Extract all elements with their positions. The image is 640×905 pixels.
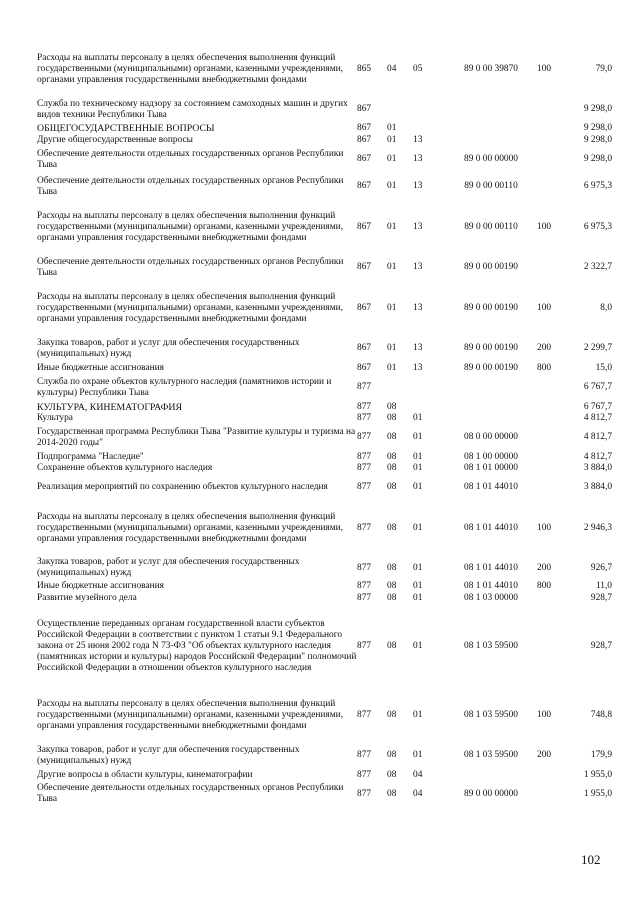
- cell-gr: 877: [357, 709, 372, 720]
- cell-cs: [445, 413, 537, 424]
- cell-vr: [537, 769, 573, 781]
- cell-cs: 89 0 00 00110: [464, 221, 518, 232]
- cell-rz: [387, 374, 413, 401]
- cell-rz: 08: [387, 769, 397, 780]
- cell-vr: [537, 474, 573, 500]
- cell-gr: 877: [357, 522, 372, 533]
- cell-rz: 01: [387, 123, 397, 133]
- cell-pr: 01: [413, 463, 423, 473]
- cell-name: Расходы на выплаты персоналу в целях обеспечения выполнения функций государственными (муниципальными) органами, казенными учреждениями, органами управления государственными внебюджетными фондами: [37, 511, 344, 544]
- cell-sum: 9 298,0: [583, 104, 612, 114]
- cell-sum: 4 812,7: [583, 451, 612, 462]
- cell-cs: 08 1 03 59500: [464, 709, 518, 720]
- cell-rz: 01: [387, 221, 397, 232]
- table-row: [37, 123, 612, 134]
- budget-table-body: [37, 42, 612, 807]
- cell-vr: 200: [537, 562, 552, 573]
- cell-name: Обеспечение деятельности отдельных государственных органов Республики Тыва: [37, 256, 344, 278]
- cell-gr: 867: [357, 302, 372, 313]
- cell-gr: 867: [357, 262, 372, 272]
- cell-gr: 877: [357, 481, 372, 492]
- cell-pr: 01: [413, 413, 423, 423]
- cell-vr: 200: [537, 343, 552, 353]
- table-row: [37, 362, 612, 374]
- cell-vr: 100: [537, 522, 552, 533]
- cell-name: Закупка товаров, работ и услуг для обеспечения государственных (муниципальных) нужд: [37, 744, 300, 766]
- cell-cs: [445, 123, 537, 134]
- table-row: [37, 592, 612, 604]
- table-row: [37, 604, 612, 688]
- cell-cs: 89 0 00 00190: [464, 262, 518, 272]
- cell-name: Другие общегосударственные вопросы: [37, 134, 193, 145]
- cell-rz: 08: [387, 432, 397, 442]
- cell-gr: 877: [357, 580, 372, 591]
- cell-sum: 3 884,0: [583, 463, 612, 473]
- cell-sum: 4 812,7: [583, 413, 612, 423]
- cell-rz: 08: [387, 592, 397, 603]
- cell-name: КУЛЬТУРА, КИНЕМАТОГРАФИЯ: [37, 401, 182, 413]
- cell-sum: 926,7: [590, 562, 612, 573]
- cell-rz: 08: [387, 401, 397, 412]
- table-row: [37, 742, 612, 769]
- cell-cs: 89 0 00 00190: [464, 362, 518, 373]
- cell-rz: 08: [387, 451, 397, 462]
- cell-vr: [537, 254, 573, 281]
- cell-sum: 1 955,0: [583, 788, 612, 799]
- cell-vr: [537, 413, 573, 424]
- cell-rz: 08: [387, 463, 397, 473]
- cell-cs: 89 0 00 00000: [464, 788, 518, 799]
- cell-name: Расходы на выплаты персоналу в целях обеспечения выполнения функций государственными (муниципальными) органами, казенными учреждениями, органами управления государственными внебюджетными фондами: [37, 210, 344, 243]
- cell-cs: 08 1 01 44010: [464, 580, 518, 591]
- cell-pr: 13: [413, 181, 423, 191]
- cell-gr: 877: [357, 640, 372, 651]
- cell-name: Культура: [37, 413, 73, 423]
- cell-cs: 89 0 00 00190: [464, 302, 518, 313]
- cell-cs: 08 1 01 44010: [464, 481, 518, 492]
- cell-vr: [537, 173, 573, 200]
- cell-rz: 01: [387, 343, 397, 353]
- cell-gr: 877: [357, 463, 372, 473]
- cell-name: Сохранение объектов культурного наследия: [37, 463, 213, 473]
- cell-cs: [445, 769, 537, 781]
- cell-cs: 08 1 01 00000: [464, 463, 518, 473]
- cell-cs: [445, 134, 537, 146]
- cell-rz: 08: [387, 562, 397, 573]
- cell-name: Обеспечение деятельности отдельных государственных органов Республики Тыва: [37, 175, 344, 197]
- cell-pr: 13: [413, 262, 423, 272]
- cell-vr: [537, 401, 573, 413]
- cell-cs: 89 0 00 39870: [464, 63, 518, 74]
- cell-rz: 08: [387, 788, 397, 799]
- cell-sum: 15,0: [595, 362, 612, 373]
- cell-cs: [445, 401, 537, 413]
- cell-rz: 08: [387, 580, 397, 591]
- cell-sum: 6 975,3: [583, 221, 612, 232]
- cell-pr: 04: [413, 769, 423, 780]
- cell-gr: 877: [357, 382, 372, 392]
- cell-name: Реализация мероприятий по сохранению объектов культурного наследия: [37, 481, 328, 492]
- cell-sum: 11,0: [595, 580, 612, 591]
- table-row: [37, 281, 612, 335]
- cell-name: Расходы на выплаты персоналу в целях обеспечения выполнения функций государственными (муниципальными) органами, казенными учреждениями, органами управления государственными внебюджетными фондами: [37, 52, 344, 85]
- cell-pr: 01: [413, 562, 423, 573]
- cell-pr: 13: [413, 302, 423, 313]
- cell-sum: 928,7: [590, 592, 612, 603]
- cell-name: Развитие музейного дела: [37, 592, 137, 603]
- cell-name: Закупка товаров, работ и услуг для обеспечения государственных (муниципальных) нужд: [37, 337, 300, 359]
- cell-cs: [445, 374, 537, 401]
- page-number: 102: [581, 852, 601, 867]
- cell-rz: 08: [387, 481, 397, 492]
- cell-sum: 1 955,0: [583, 769, 612, 780]
- cell-cs: 89 0 00 00000: [464, 154, 518, 164]
- budget-table: [37, 42, 612, 807]
- cell-gr: 877: [357, 432, 372, 442]
- cell-vr: [537, 96, 573, 123]
- cell-gr: 877: [357, 788, 372, 799]
- cell-vr: [537, 451, 573, 463]
- cell-cs: 08 1 03 00000: [464, 592, 518, 603]
- cell-gr: 867: [357, 123, 372, 133]
- cell-pr: 01: [413, 750, 423, 760]
- cell-gr: 877: [357, 401, 372, 412]
- table-row: [37, 173, 612, 200]
- cell-vr: 100: [537, 221, 552, 232]
- cell-cs: 08 1 03 59500: [464, 640, 518, 651]
- cell-gr: 877: [357, 750, 372, 760]
- cell-gr: 867: [357, 181, 372, 191]
- cell-cs: 08 1 01 44010: [464, 522, 518, 533]
- cell-gr: 877: [357, 413, 372, 423]
- cell-vr: [537, 463, 573, 474]
- table-row: [37, 254, 612, 281]
- cell-cs: 89 0 00 00190: [464, 343, 518, 353]
- cell-name: Государственная программа Республики Тыва "Развитие культуры и туризма на 2014-2020 годы": [37, 426, 356, 448]
- cell-vr: 100: [537, 709, 552, 720]
- cell-pr: 05: [413, 63, 423, 74]
- table-row: [37, 580, 612, 592]
- cell-vr: [537, 374, 573, 401]
- cell-rz: 01: [387, 181, 397, 191]
- table-row: [37, 146, 612, 173]
- cell-sum: 6 975,3: [583, 181, 612, 191]
- cell-name: Осуществление переданных органам государственной власти субъектов Российской Федерации в соответствии с пунктом 1 статьи 9.1 Федерального закона от 25 июня 2002 года N 73-ФЗ "Об объектах культурного наследия (памятниках истории и культуры) народов Российской Федерации" полномочий Российской Федерации в отношении объектов культурного наследия: [37, 618, 357, 673]
- cell-pr: [413, 96, 445, 123]
- table-row: [37, 96, 612, 123]
- table-row: [37, 134, 612, 146]
- table-row: [37, 335, 612, 362]
- cell-gr: 865: [357, 63, 372, 74]
- cell-vr: 100: [537, 302, 552, 313]
- cell-pr: 13: [413, 221, 423, 232]
- table-row: [37, 42, 612, 96]
- cell-pr: 01: [413, 580, 423, 591]
- cell-rz: 08: [387, 709, 397, 720]
- cell-vr: 800: [537, 362, 552, 373]
- cell-pr: 01: [413, 709, 423, 720]
- cell-name: Служба по техническому надзору за состоянием самоходных машин и других видов техники Республики Тыва: [37, 98, 348, 120]
- cell-vr: 100: [537, 63, 552, 74]
- cell-sum: 2 299,7: [583, 343, 612, 353]
- cell-pr: 01: [413, 432, 423, 442]
- cell-sum: 2 322,7: [583, 262, 612, 272]
- cell-name: Служба по охране объектов культурного наследия (памятников истории и культуры) Республики Тыва: [37, 376, 332, 398]
- cell-rz: 01: [387, 362, 397, 373]
- cell-pr: 01: [413, 522, 423, 533]
- cell-name: ОБЩЕГОСУДАРСТВЕННЫЕ ВОПРОСЫ: [37, 123, 215, 134]
- cell-vr: [537, 604, 573, 688]
- cell-sum: 2 946,3: [583, 522, 612, 533]
- table-row: [37, 474, 612, 500]
- cell-pr: 13: [413, 343, 423, 353]
- cell-pr: 01: [413, 451, 423, 462]
- cell-pr: [413, 123, 445, 134]
- table-row: [37, 424, 612, 451]
- cell-sum: 6 767,7: [583, 382, 612, 392]
- table-row: [37, 769, 612, 781]
- cell-name: Иные бюджетные ассигнования: [37, 362, 164, 373]
- cell-sum: 9 298,0: [583, 134, 612, 145]
- cell-rz: [387, 96, 413, 123]
- table-row: [37, 688, 612, 742]
- table-row: [37, 451, 612, 463]
- table-row: [37, 463, 612, 474]
- cell-rz: 08: [387, 413, 397, 423]
- cell-cs: 08 1 03 59500: [464, 750, 518, 760]
- cell-gr: 867: [357, 154, 372, 164]
- cell-vr: [537, 123, 573, 134]
- cell-rz: 08: [387, 640, 397, 651]
- cell-rz: 08: [387, 522, 397, 533]
- cell-pr: 04: [413, 788, 423, 799]
- cell-sum: 3 884,0: [583, 481, 612, 492]
- cell-sum: 9 298,0: [583, 154, 612, 164]
- cell-name: Расходы на выплаты персоналу в целях обеспечения выполнения функций государственными (муниципальными) органами, казенными учреждениями, органами управления государственными внебюджетными фондами: [37, 291, 344, 324]
- table-row: [37, 200, 612, 254]
- cell-sum: 179,9: [590, 750, 612, 760]
- cell-vr: [537, 781, 573, 807]
- cell-vr: [537, 146, 573, 173]
- cell-gr: 867: [357, 221, 372, 232]
- cell-name: Подпрограмма "Наследие": [37, 451, 144, 462]
- cell-sum: 6 767,7: [583, 401, 612, 412]
- cell-gr: 867: [357, 343, 372, 353]
- table-row: [37, 413, 612, 424]
- cell-rz: 01: [387, 262, 397, 272]
- cell-sum: 748,8: [590, 709, 612, 720]
- cell-sum: 8,0: [600, 302, 612, 313]
- cell-rz: 01: [387, 154, 397, 164]
- cell-cs: 08 0 00 00000: [464, 432, 518, 442]
- cell-sum: 9 298,0: [583, 123, 612, 133]
- cell-rz: 08: [387, 750, 397, 760]
- cell-rz: 01: [387, 302, 397, 313]
- table-row: [37, 781, 612, 807]
- cell-sum: 928,7: [590, 640, 612, 651]
- cell-rz: 04: [387, 63, 397, 74]
- cell-pr: [413, 401, 445, 413]
- table-row: [37, 556, 612, 580]
- cell-sum: 4 812,7: [583, 432, 612, 442]
- cell-sum: 79,0: [595, 63, 612, 74]
- cell-vr: [537, 134, 573, 146]
- cell-name: Расходы на выплаты персоналу в целях обеспечения выполнения функций государственными (муниципальными) органами, казенными учреждениями, органами управления государственными внебюджетными фондами: [37, 698, 344, 731]
- cell-pr: 01: [413, 481, 423, 492]
- cell-gr: 867: [357, 104, 372, 114]
- cell-gr: 877: [357, 769, 372, 780]
- cell-cs: 08 1 00 00000: [464, 451, 518, 462]
- cell-pr: 13: [413, 362, 423, 373]
- cell-gr: 867: [357, 362, 372, 373]
- table-row: [37, 500, 612, 556]
- cell-vr: 800: [537, 580, 552, 591]
- cell-vr: [537, 424, 573, 451]
- cell-name: Обеспечение деятельности отдельных государственных органов Республики Тыва: [37, 148, 344, 170]
- table-row: [37, 401, 612, 413]
- cell-pr: [413, 374, 445, 401]
- cell-pr: 01: [413, 640, 423, 651]
- cell-cs: [445, 96, 537, 123]
- cell-pr: 01: [413, 592, 423, 603]
- cell-cs: 08 1 01 44010: [464, 562, 518, 573]
- cell-name: Обеспечение деятельности отдельных государственных органов Республики Тыва: [37, 783, 344, 804]
- cell-cs: 89 0 00 00110: [464, 181, 518, 191]
- cell-gr: 877: [357, 562, 372, 573]
- cell-rz: 01: [387, 134, 397, 145]
- cell-vr: [537, 592, 573, 604]
- cell-vr: 200: [537, 750, 552, 760]
- cell-pr: 13: [413, 134, 423, 145]
- cell-pr: 13: [413, 154, 423, 164]
- cell-name: Другие вопросы в области культуры, кинематографии: [37, 769, 253, 780]
- cell-gr: 867: [357, 134, 372, 145]
- cell-name: Закупка товаров, работ и услуг для обеспечения государственных (муниципальных) нужд: [37, 557, 300, 578]
- cell-name: Иные бюджетные ассигнования: [37, 580, 164, 591]
- cell-gr: 877: [357, 592, 372, 603]
- table-row: [37, 374, 612, 401]
- cell-gr: 877: [357, 451, 372, 462]
